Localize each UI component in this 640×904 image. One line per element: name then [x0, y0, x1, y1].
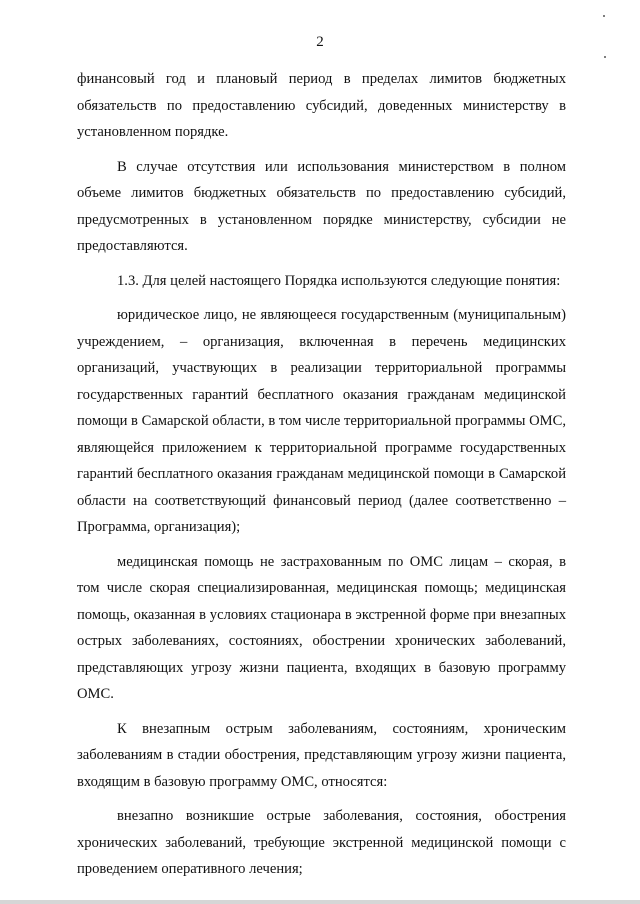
scan-speck [603, 15, 605, 17]
paragraph-sudden-acute-diseases: внезапно возникшие острые заболевания, состояния, обострения хронических заболеваний, требующие экстренной медицинской помощи с проведением оперативного лечения; [77, 808, 566, 877]
paragraph-uninsured-care-definition: медицинская помощь не застрахованным по ОМС лицам – скорая, в том числе скорая специализированная, медицинская помощь; медицинская помощь, оказанная в условиях стационара в экстренной форме при внезапных острых заболеваниях, состояниях, обострении хронических заболеваний, представляющих угрозу жизни пациента, входящих в базовую программу ОМС. [77, 553, 566, 702]
paragraph-no-limits: В случае отсутствия или использования министерством в полном объеме лимитов бюджетных обязательств по предоставлению субсидий, предусмотренных в установленном порядке министерству, субсидии не предоставляются. [77, 158, 566, 254]
page-number: 2 [316, 34, 324, 50]
paragraph-budget-period: финансовый год и плановый период в пределах лимитов бюджетных обязательств по предоставлению субсидий, доведенных министерству в установленном порядке. [77, 71, 566, 140]
paragraph-acute-conditions-intro: К внезапным острым заболеваниям, состояниям, хроническим заболеваниям в стадии обострения, представляющим угрозу жизни пациента, входящим в базовую программу ОМС, относятся: [77, 720, 566, 790]
scan-bottom-edge [0, 900, 640, 904]
paragraph-definitions-intro: 1.3. Для целей настоящего Порядка используются следующие понятия: [117, 272, 561, 289]
paragraph-legal-entity-definition: юридическое лицо, не являющееся государственным (муниципальным) учреждением, – организация, включенная в перечень медицинских организаций, участвующих в реализации территориальной программы государственных гарантий бесплатного оказания гражданам медицинской помощи в Самарской области, в том числе территориальной программы ОМС, являющейся приложением к территориальной программе государственных гарантий бесплатного оказания гражданам медицинской помощи в Самарской области на соответствующий финансовый период (далее соответственно – Программа, организация); [77, 307, 566, 535]
document-body [77, 66, 566, 883]
scan-speck [604, 56, 606, 58]
